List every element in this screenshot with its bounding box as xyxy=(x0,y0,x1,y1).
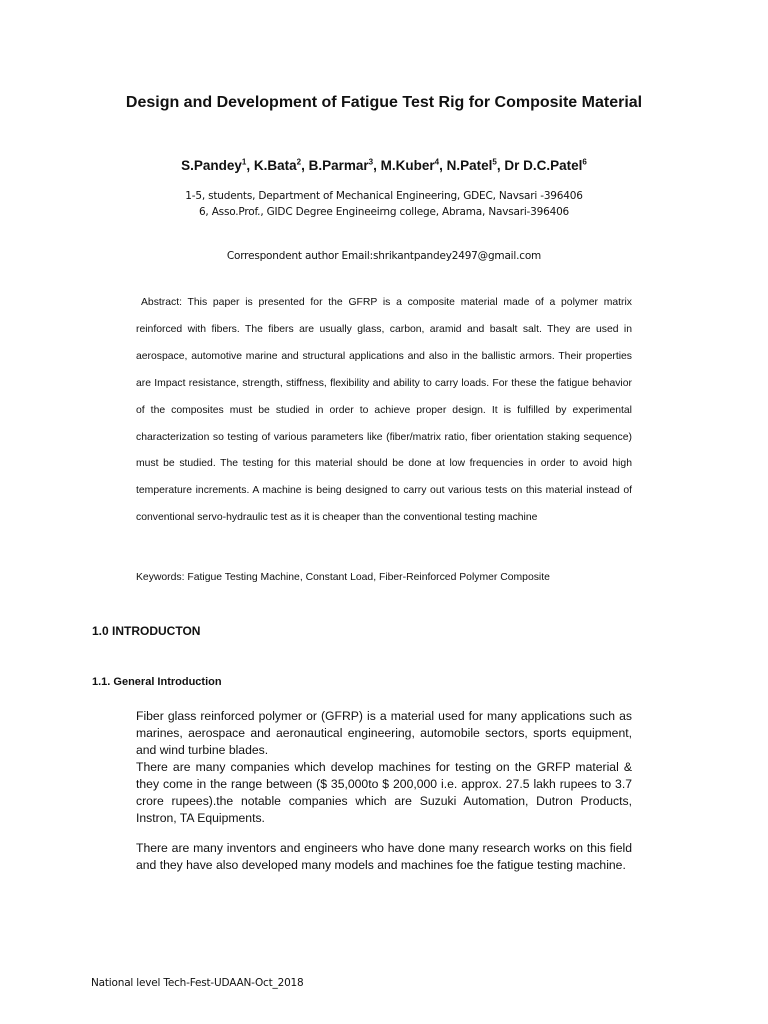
body-paragraph: There are many companies which develop machines for testing on the GRFP material & they come in the range between ($ 35,000to $ 200,000 i.e. approx. 27.5 lakh rupees to 3.7 crore rupees).the notable companies which are Suzuki Automation, Dutron Products, Instron, TA Equipments. xyxy=(136,760,632,825)
author-name: K.Bata xyxy=(253,158,297,173)
abstract-paragraph: Abstract: This paper is presented for the GFRP is a composite material made of a polymer matrix reinforced with fibers. The fibers are usually glass, carbon, aramid and basalt salt. They are used in aerospace, automotive marine and structural applications and also in the ballistic armors. Their properties are Impact resistance, strength, stiffness, flexibility and ability to carry loads. For these the fatigue behavior of the composites must be studied in order to achieve proper design. It is fulfilled by experimental characterization so testing of various parameters like (fiber/matrix ratio, fiber orientation staking sequence) must be studied. The testing for this material should be done at low frequencies in order to avoid high temperature increments. A machine is being designed to carry out various tests on this material instead of conventional servo-hydraulic test as it is cheaper than the conventional testing machine xyxy=(136,297,632,524)
section-heading: 1.0 INTRODUCTON xyxy=(92,624,201,638)
author-affiliation-mark: 3 xyxy=(368,157,374,167)
body-paragraph: There are many inventors and engineers who have done many research works on this field and they have also developed many models and machines foe the fatigue testing machine. xyxy=(136,841,632,872)
author-name: N.Patel xyxy=(446,158,493,173)
author-separator: , xyxy=(496,158,505,173)
correspondent-email: Correspondent author Email:shrikantpandey2497@gmail.com xyxy=(226,250,542,262)
author-separator: , xyxy=(373,158,381,173)
author-separator: , xyxy=(301,158,309,173)
author-affiliation-mark: 2 xyxy=(296,157,302,167)
author-affiliation-mark: 4 xyxy=(434,157,440,167)
author-separator: , xyxy=(439,158,447,173)
author-name: Dr D.C.Patel xyxy=(504,158,583,173)
affiliation-line: 6, Asso.Prof., GIDC Degree Engineeirng college, Abrama, Navsari-396406 xyxy=(198,206,570,218)
affiliation-line: 1-5, students, Department of Mechanical Engineering, GDEC, Navsari -396406 xyxy=(185,190,583,202)
author-separator: , xyxy=(246,158,254,173)
author-affiliation-mark: 5 xyxy=(492,157,497,167)
author-affiliation-mark: 6 xyxy=(582,157,587,167)
author-name: B.Parmar xyxy=(308,158,369,173)
body-paragraph: Fiber glass reinforced polymer or (GFRP) is a material used for many applications such as marines, aerospace and aeronautical engineering, automobile sectors, sports equipment, and wind turbine blades. xyxy=(136,709,632,757)
author-name: S.Pandey xyxy=(181,158,242,173)
paper-title: Design and Development of Fatigue Test Rig for Composite Material xyxy=(125,94,643,111)
author-affiliation-mark: 1 xyxy=(241,157,247,167)
page-footer: National level Tech-Fest-UDAAN-Oct_2018 xyxy=(91,977,304,989)
keywords-line: Keywords: Fatigue Testing Machine, Constant Load, Fiber-Reinforced Polymer Composite xyxy=(136,572,550,583)
author-name: M.Kuber xyxy=(380,158,435,173)
author-list xyxy=(0,158,768,173)
subsection-heading: 1.1. General Introduction xyxy=(92,676,222,688)
